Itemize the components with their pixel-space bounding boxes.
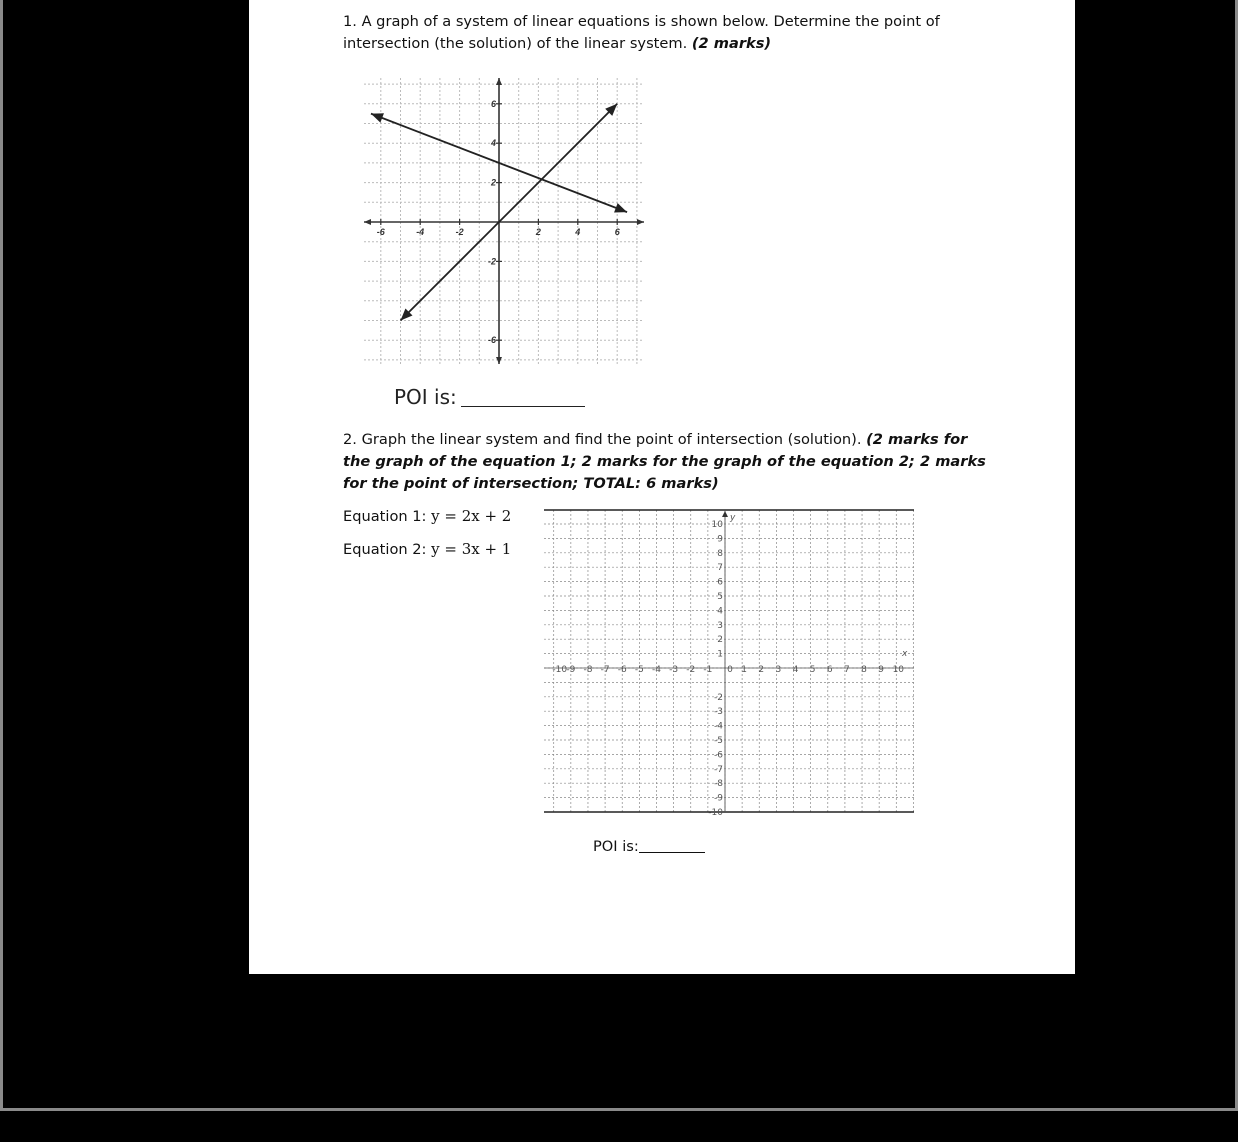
question-1-marks: (2 marks) xyxy=(691,35,772,52)
graph-2-x-tick-label: -5 xyxy=(634,665,644,675)
graph-2-y-tick-label: -7 xyxy=(714,764,723,775)
equation-1-label: Equation 1: xyxy=(343,508,432,525)
document-page xyxy=(249,0,1075,974)
graph-1-x-tick-label: 2 xyxy=(535,227,541,237)
question-2-poi xyxy=(593,838,705,855)
question-1-prompt: 1. A graph of a system of linear equations is shown below. Determine the point of intersection (the solution) of the linear system. xyxy=(343,13,940,52)
graph-2-x-tick-label: -4 xyxy=(651,665,661,675)
graph-1-y-tick-label: -2 xyxy=(487,256,496,267)
graph-2-x-tick-label: 0 xyxy=(727,665,733,675)
graph-2-x-tick-label: -9 xyxy=(566,665,576,675)
graph-2-x-tick-label: -3 xyxy=(669,665,679,675)
graph-2-y-tick-label: 3 xyxy=(717,620,723,631)
graph-2-y-tick-label: 1 xyxy=(717,649,723,660)
question-2-blank-grid[interactable] xyxy=(542,505,916,817)
graph-2-y-tick-label: 6 xyxy=(717,577,723,588)
graph-2-y-tick-label: -2 xyxy=(714,692,723,703)
graph-1-y-arrow-icon xyxy=(496,78,502,85)
question-1-text xyxy=(343,11,993,55)
graph-2-y-tick-label: -3 xyxy=(714,707,723,718)
graph-1-line-1 xyxy=(401,104,618,321)
graph-2-y-tick-label: 2 xyxy=(717,635,723,646)
graph-2-x-tick-label: 3 xyxy=(775,665,782,675)
graph-2-y-tick-label: 5 xyxy=(717,592,723,602)
graph-1-y-tick-label: 2 xyxy=(490,177,496,188)
question-2-poi-answer-blank[interactable] xyxy=(639,838,705,853)
graph-2-x-tick-label: 10 xyxy=(892,665,905,675)
graph-1-x-tick-label: 6 xyxy=(614,227,620,237)
graph-2-y-tick-label: 4 xyxy=(717,606,723,617)
graph-1-line-2-arrow-icon xyxy=(369,109,384,123)
question-1-graph xyxy=(354,72,654,372)
graph-2-x-tick-label: -6 xyxy=(617,665,627,675)
graph-2-x-tick-label: -7 xyxy=(600,665,610,675)
graph-2-y-tick-label: -6 xyxy=(714,750,723,761)
graph-2-y-tick-label: -9 xyxy=(714,793,723,804)
question-2-marks: (2 marks for the graph of the equation 1; 2 marks for the graph of the equation 2; 2 marks for the point of intersection; TOTAL: 6 marks) xyxy=(343,431,986,492)
graph-2-x-tick-label: -10 xyxy=(552,665,568,675)
graph-2-y-arrow-icon xyxy=(722,511,728,517)
graph-1-y-arrow-down-icon xyxy=(496,357,502,364)
graph-1-x-tick-label: -2 xyxy=(455,227,464,237)
graph-2-y-tick-label: 7 xyxy=(717,563,723,574)
graph-2-x-tick-label: 8 xyxy=(861,665,867,675)
graph-2-y-tick-label: -4 xyxy=(714,721,723,732)
graph-2-x-tick-label: 5 xyxy=(809,665,816,675)
graph-2-x-tick-label: -2 xyxy=(686,665,696,675)
graph-1-line-2-arrow-icon xyxy=(614,203,629,217)
graph-1-x-tick-label: 4 xyxy=(575,227,581,237)
graph-1-x-arrow-icon xyxy=(637,219,644,225)
equation-2-math: y = 3x + 1 xyxy=(431,540,512,558)
question-1-poi-answer-blank[interactable] xyxy=(461,388,585,407)
graph-2-x-axis-label: x xyxy=(902,649,908,659)
graph-2-y-tick-label: 10 xyxy=(711,520,723,530)
graph-2-y-axis-label: y xyxy=(730,513,736,523)
graph-1-y-tick-label: 6 xyxy=(490,98,496,109)
graph-1-x-tick-label: -4 xyxy=(416,227,425,237)
question-2-text xyxy=(343,429,993,495)
graph-1-y-tick-label: -6 xyxy=(487,335,496,346)
graph-2-x-tick-label: 6 xyxy=(826,665,833,675)
equation-1 xyxy=(343,507,511,525)
graph-2-x-tick-label: 2 xyxy=(758,665,765,675)
graph-2-x-tick-label: 9 xyxy=(878,665,885,675)
question-2-poi-label: POI is: xyxy=(593,838,639,855)
graph-2-x-tick-label: -1 xyxy=(703,665,713,675)
question-1-poi-label: POI is: xyxy=(394,385,457,409)
graph-1-y-tick-label: 4 xyxy=(490,138,496,149)
question-2-prompt: 2. Graph the linear system and find the point of intersection (solution). xyxy=(343,431,862,448)
graph-2-y-tick-label: -8 xyxy=(714,779,723,790)
graph-2-x-tick-label: 1 xyxy=(741,665,747,675)
graph-2-y-tick-label: 8 xyxy=(717,548,723,559)
graph-2-x-tick-label: 7 xyxy=(844,665,850,675)
graph-2-x-tick-label: 4 xyxy=(792,665,799,675)
graph-2-y-tick-label: 9 xyxy=(717,534,723,545)
equation-2 xyxy=(343,540,511,558)
graph-1-x-tick-label: -6 xyxy=(376,227,385,237)
viewer-frame-left xyxy=(0,0,3,1110)
graph-2-y-tick-label: -5 xyxy=(714,736,723,746)
question-1-poi xyxy=(394,385,585,409)
graph-2-y-tick-label: -10 xyxy=(708,808,723,817)
graph-1-x-arrow-left-icon xyxy=(364,219,371,225)
equation-2-label: Equation 2: xyxy=(343,541,432,558)
equation-1-math: y = 2x + 2 xyxy=(431,507,512,525)
graph-2-x-tick-label: -8 xyxy=(583,665,593,675)
viewer-frame-bottom xyxy=(0,1108,1238,1111)
